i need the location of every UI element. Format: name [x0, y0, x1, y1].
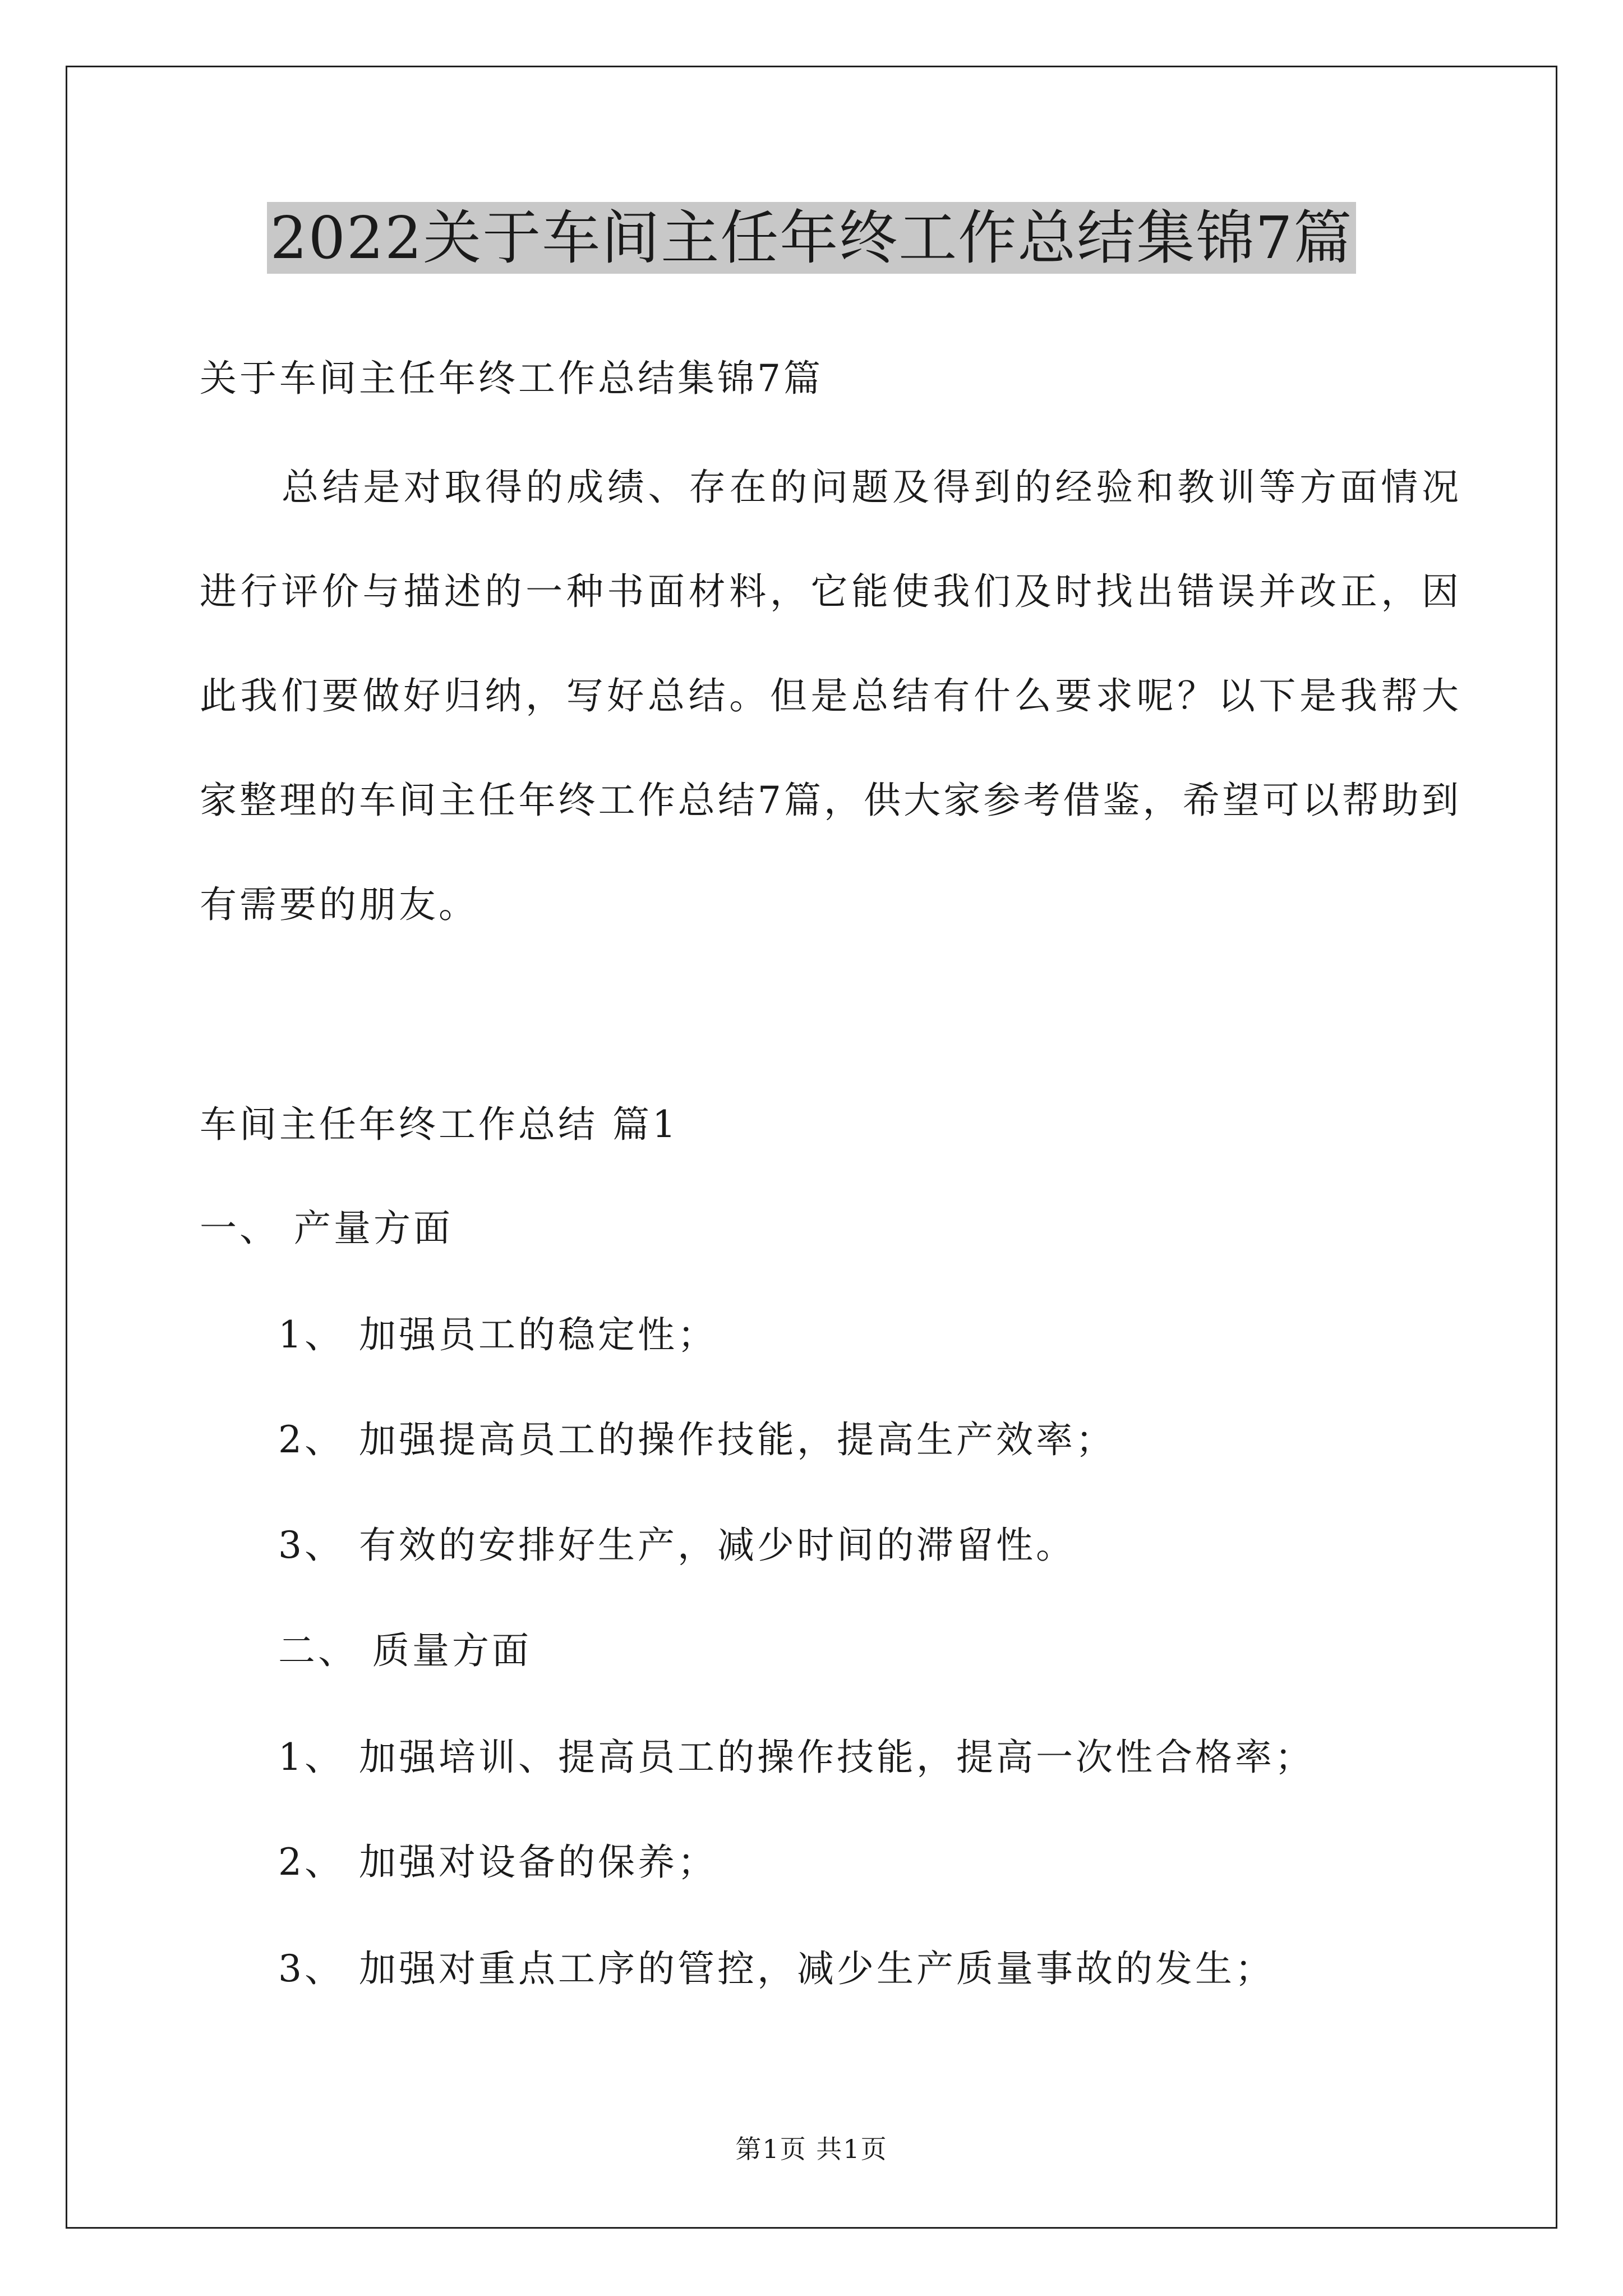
title-container: [0, 202, 1623, 274]
part1-heading: 一、 产量方面: [200, 1207, 453, 1250]
part2-item-1: 1、 加强培训、提高员工的操作技能，提高一次性合格率；: [278, 1736, 1315, 1779]
part1-item-3: 3、 有效的安排好生产，减少时间的滞留性。: [278, 1524, 1076, 1567]
section-heading: 车间主任年终工作总结 篇1: [200, 1103, 679, 1146]
page-footer: 第1页 共1页: [735, 2134, 888, 2164]
intro-paragraph: 总结是对取得的成绩、存在的问题及得到的经验和教训等方面情况进行评价与描述的一种书面材料，它能使我们及时找出错误并改正，因此我们要做好归纳，写好总结。但是总结有什么要求呢？以下是我帮大家整理的车间主任年终工作总结7篇，供大家参考借鉴，希望可以帮助到有需要的朋友。: [200, 466, 1461, 926]
document-subtitle: 关于车间主任年终工作总结集锦7篇: [200, 357, 823, 400]
part2-item-2: 2、 加强对设备的保养；: [278, 1841, 717, 1884]
document-title: 2022关于车间主任年终工作总结集锦7篇: [267, 202, 1357, 274]
part2-heading: 二、 质量方面: [278, 1629, 532, 1672]
part1-item-2: 2、 加强提高员工的操作技能，提高生产效率；: [278, 1418, 1115, 1461]
part1-item-1: 1、 加强员工的稳定性；: [278, 1313, 717, 1356]
part2-item-3: 3、 加强对重点工序的管控，减少生产质量事故的发生；: [278, 1947, 1275, 1990]
